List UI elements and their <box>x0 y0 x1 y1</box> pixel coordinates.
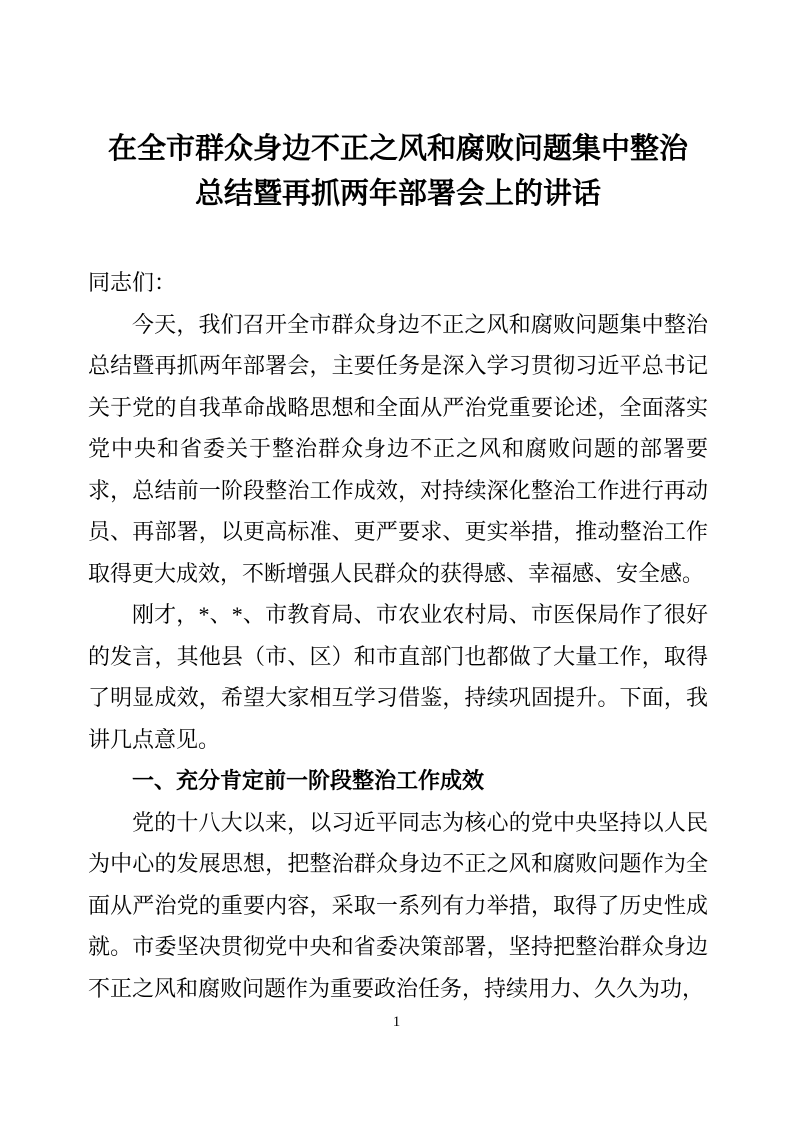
paragraph-opening: 今天，我们召开全市群众身边不正之风和腐败问题集中整治总结暨再抓两年部署会，主要任务是深入学习贯彻习近平总书记关于党的自我革命战略思想和全面从严治党重要论述，全面落实党中央和省委关于整治群众身边不正之风和腐败问题的部署要求，总结前一阶段整治工作成效，对持续深化整治工作进行再动员、再部署，以更高标准、更严要求、更实举措，推动整治工作取得更大成效，不断增强人民群众的获得感、幸福感、安全感。 <box>88 311 708 586</box>
page-number: 1 <box>392 1014 401 1030</box>
paragraph-acknowledgement: 刚才，*、*、市教育局、市农业农村局、市医保局作了很好的发言，其他县（市、区）和市直部门也都做了大量工作，取得了明显成效，希望大家相互学习借鉴，持续巩固提升。下面，我讲几点意见。 <box>88 602 708 752</box>
document-title <box>88 127 708 217</box>
salutation: 同志们： <box>88 270 177 295</box>
paragraph-section1-body: 党的十八大以来，以习近平同志为核心的党中央坚持以人民为中心的发展思想，把整治群众身边不正之风和腐败问题作为全面从严治党的重要内容，采取一系列有力举措，取得了历史性成就。市委坚决贯彻党中央和省委决策部署，坚持把整治群众身边不正之风和腐败问题作为重要政治任务，持续用力、久久为功， <box>88 809 708 1001</box>
document-title-line-1: 在全市群众身边不正之风和腐败问题集中整治 <box>107 133 688 165</box>
document-title-line-2: 总结暨再抓两年部署会上的讲话 <box>194 178 601 210</box>
section-heading-1: 一、充分肯定前一阶段整治工作成效 <box>132 768 485 793</box>
document-body <box>88 262 708 1009</box>
document-content <box>88 0 708 1009</box>
